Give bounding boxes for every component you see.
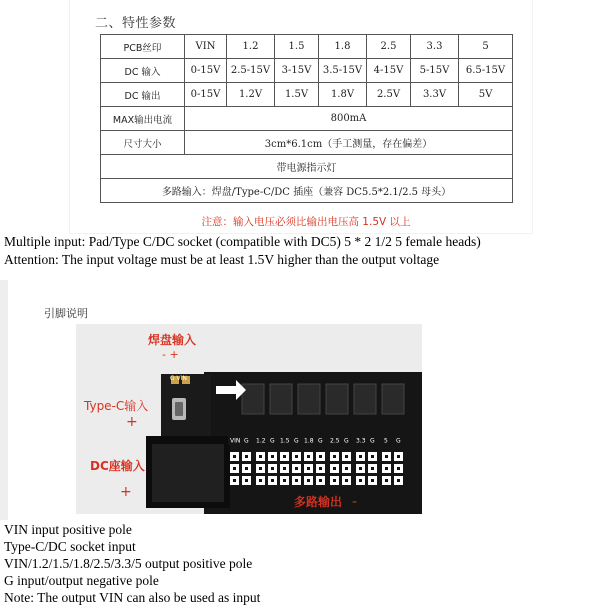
header-pin-hole bbox=[307, 479, 310, 482]
header-pin-hole bbox=[359, 479, 362, 482]
header-pin-hole bbox=[371, 467, 374, 470]
silk-label: 3.3 bbox=[356, 437, 366, 445]
header-pin-hole bbox=[307, 467, 310, 470]
pin-note-4: G input/output negative pole bbox=[4, 573, 159, 588]
dc-socket-face bbox=[152, 444, 224, 502]
table-cell: 尺寸大小 bbox=[101, 131, 185, 155]
table-row-indicator bbox=[101, 155, 513, 179]
table-cell: 带电源指示灯 bbox=[101, 155, 513, 179]
header-pin-hole bbox=[345, 467, 348, 470]
pin-note-3: VIN/1.2/1.5/1.8/2.5/3.3/5 output positive pole bbox=[4, 556, 253, 571]
table-cell: 2.5V bbox=[367, 83, 411, 107]
silk-label: G bbox=[396, 437, 401, 445]
table-cell: 0-15V bbox=[185, 59, 227, 83]
table-cell: 2.5-15V bbox=[227, 59, 275, 83]
table-cell: 3cm*6.1cm（手工测量，存在偏差） bbox=[185, 131, 513, 155]
g-vin-silk: G VIN bbox=[170, 375, 187, 382]
table-row-max-current bbox=[101, 107, 513, 131]
table-cell: DC 输出 bbox=[101, 83, 185, 107]
typec-slot bbox=[175, 402, 183, 416]
silk-label: VIN bbox=[230, 437, 241, 445]
english-line-1: Multiple input: Pad/Type C/DC socket (compatible with DC5) 5 * 2 1/2 5 female heads) bbox=[4, 234, 481, 249]
table-cell: MAX输出电流 bbox=[101, 107, 185, 131]
header-pin-hole bbox=[385, 467, 388, 470]
table-cell: 4-15V bbox=[367, 59, 411, 83]
pin-note-5: Note: The output VIN can also be used as input bbox=[4, 590, 261, 605]
table-row-dc-in bbox=[101, 59, 513, 83]
dc-plus: + bbox=[120, 484, 132, 500]
panel-side-bar bbox=[0, 280, 8, 520]
table-cell: 1.5V bbox=[275, 83, 319, 107]
typec-plus: + bbox=[126, 414, 138, 430]
pin-note-1: VIN input positive pole bbox=[4, 522, 132, 537]
silk-label: G bbox=[294, 437, 299, 445]
regulator-chip bbox=[270, 384, 292, 414]
header-pin-hole bbox=[345, 479, 348, 482]
regulator-chip bbox=[326, 384, 348, 414]
header-pin-hole bbox=[259, 479, 262, 482]
header-pin-hole bbox=[271, 455, 274, 458]
header-pin-hole bbox=[295, 455, 298, 458]
table-cell: 0-15V bbox=[185, 83, 227, 107]
pad-input-label: 焊盘输入 bbox=[148, 333, 197, 347]
table-row-size bbox=[101, 131, 513, 155]
board-image bbox=[76, 324, 422, 514]
pin-title: 引脚说明 bbox=[44, 307, 88, 320]
header-pin-hole bbox=[371, 479, 374, 482]
regulator-chip bbox=[354, 384, 376, 414]
spec-table bbox=[100, 34, 513, 203]
silk-label: 1.2 bbox=[256, 437, 266, 445]
table-cell: PCB丝印 bbox=[101, 35, 185, 59]
silk-label: G bbox=[370, 437, 375, 445]
header-pin-hole bbox=[359, 467, 362, 470]
header-pin-hole bbox=[283, 479, 286, 482]
header-pin-hole bbox=[245, 467, 248, 470]
silk-label: G bbox=[318, 437, 323, 445]
english-line-2: Attention: The input voltage must be at least 1.5V higher than the output voltage bbox=[4, 252, 440, 267]
header-pin-hole bbox=[333, 467, 336, 470]
table-cell: 1.2 bbox=[227, 35, 275, 59]
header-pin-hole bbox=[359, 455, 362, 458]
silk-label: 1.5 bbox=[280, 437, 290, 445]
table-row-dc-out bbox=[101, 83, 513, 107]
table-cell: 3.5-15V bbox=[319, 59, 367, 83]
board-svg bbox=[76, 324, 422, 514]
header-pin-hole bbox=[245, 455, 248, 458]
header-pin-hole bbox=[345, 455, 348, 458]
table-cell: 3.3V bbox=[411, 83, 459, 107]
header-pin-hole bbox=[385, 479, 388, 482]
header-pin-hole bbox=[295, 479, 298, 482]
multi-output-minus: - bbox=[352, 494, 358, 510]
header-pin-hole bbox=[233, 479, 236, 482]
table-cell: VIN bbox=[185, 35, 227, 59]
table-row-pcb bbox=[101, 35, 513, 59]
table-cell: 3.3 bbox=[411, 35, 459, 59]
table-cell: 1.8 bbox=[319, 35, 367, 59]
header-pin-hole bbox=[295, 467, 298, 470]
header-pin-hole bbox=[233, 467, 236, 470]
silk-label: G bbox=[244, 437, 249, 445]
multi-output-label: 多路输出 bbox=[294, 495, 343, 509]
table-cell: 1.5 bbox=[275, 35, 319, 59]
table-cell: 5V bbox=[459, 83, 513, 107]
header-pin-hole bbox=[333, 455, 336, 458]
silk-label: 1.8 bbox=[304, 437, 314, 445]
header-pin-hole bbox=[271, 467, 274, 470]
header-pin-hole bbox=[319, 479, 322, 482]
header-pin-hole bbox=[283, 467, 286, 470]
typec-input-label: Type-C输入 bbox=[84, 399, 149, 413]
pin-note-2: Type-C/DC socket input bbox=[4, 539, 136, 554]
header-pin-hole bbox=[397, 467, 400, 470]
table-row-multi-input bbox=[101, 179, 513, 203]
table-cell: 5 bbox=[459, 35, 513, 59]
header-pin-hole bbox=[397, 479, 400, 482]
silk-label: G bbox=[270, 437, 275, 445]
table-cell: 2.5 bbox=[367, 35, 411, 59]
regulator-chip bbox=[298, 384, 320, 414]
header-pin-hole bbox=[319, 467, 322, 470]
table-cell: DC 输入 bbox=[101, 59, 185, 83]
table-cell: 多路输入：焊盘/Type-C/DC 插座（兼容 DC5.5*2.1/2.5 母头） bbox=[101, 179, 513, 203]
header-pin-hole bbox=[245, 479, 248, 482]
pad-signs: - + bbox=[162, 348, 179, 361]
header-pin-hole bbox=[397, 455, 400, 458]
table-cell: 6.5-15V bbox=[459, 59, 513, 83]
voltage-warning: 注意：输入电压必须比输出电压高 1.5V 以上 bbox=[201, 216, 411, 228]
table-cell: 800mA bbox=[185, 107, 513, 131]
table-cell: 1.2V bbox=[227, 83, 275, 107]
table-cell: 5-15V bbox=[411, 59, 459, 83]
regulator-chip bbox=[242, 384, 264, 414]
header-pin-hole bbox=[333, 479, 336, 482]
header-pin-hole bbox=[259, 455, 262, 458]
silk-label: G bbox=[344, 437, 349, 445]
header-pin-hole bbox=[307, 455, 310, 458]
regulator-chip bbox=[382, 384, 404, 414]
table-cell: 3-15V bbox=[275, 59, 319, 83]
silk-label: 5 bbox=[384, 437, 388, 445]
section-title: 二、特性参数 bbox=[95, 16, 177, 31]
header-pin-hole bbox=[319, 455, 322, 458]
header-pin-hole bbox=[371, 455, 374, 458]
table-cell: 1.8V bbox=[319, 83, 367, 107]
dc-input-label: DC座输入 bbox=[90, 459, 145, 473]
header-pin-hole bbox=[385, 455, 388, 458]
silk-label: 2.5 bbox=[330, 437, 340, 445]
header-pin-hole bbox=[283, 455, 286, 458]
header-pin-hole bbox=[233, 455, 236, 458]
header-pin-hole bbox=[271, 479, 274, 482]
header-pin-hole bbox=[259, 467, 262, 470]
